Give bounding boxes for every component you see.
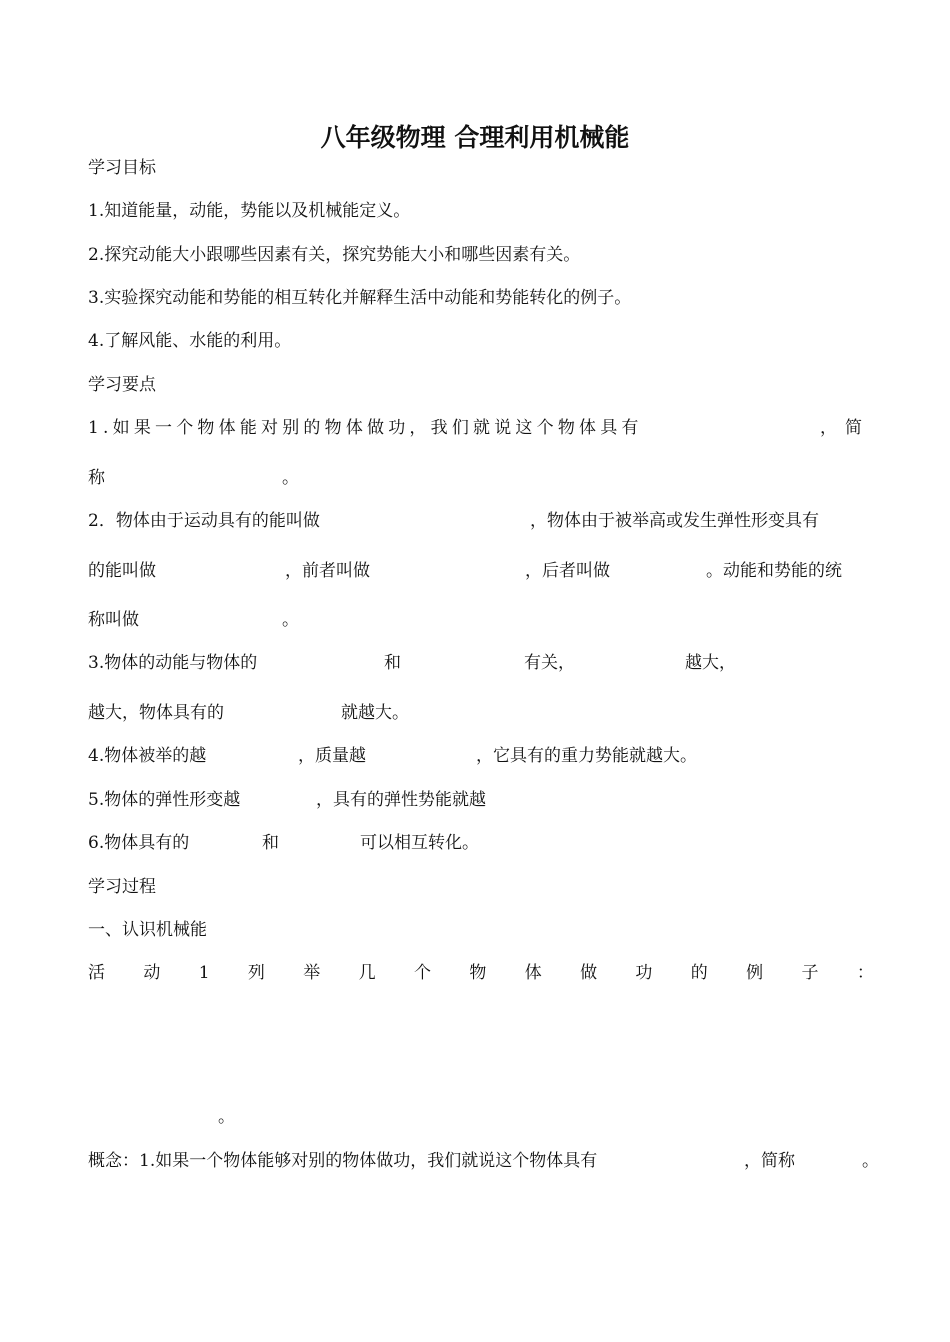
key-point-5-text: 5.物体的弹性形变越	[88, 790, 241, 810]
activity-char: 活	[88, 963, 105, 983]
key-point-1-end: 。	[282, 468, 299, 488]
key-point-1-tail: ，简	[820, 418, 870, 438]
key-point-6-text: 可以相互转化。	[360, 833, 479, 853]
key-point-3-text: 就越大。	[341, 703, 409, 723]
activity-char: ：	[856, 963, 874, 983]
concept-text: 概念：1.如果一个物体能够对别的物体做功，我们就说这个物体具有	[88, 1151, 598, 1171]
key-point-2-end: 。	[282, 610, 299, 630]
part1-heading: 一、认识机械能	[88, 920, 207, 940]
key-points-heading: 学习要点	[88, 375, 156, 395]
key-point-3-text: 有关，	[524, 653, 575, 673]
key-point-3-text: 越大，	[685, 653, 736, 673]
key-point-2-text: ，物体由于被举高或发生弹性形变具有	[530, 511, 819, 531]
activity-char: 功	[635, 963, 653, 983]
key-point-4-text: ，它具有的重力势能就越大。	[476, 746, 697, 766]
activity-char: 体	[524, 963, 542, 983]
key-point-5-text: ，具有的弹性势能就越	[316, 790, 486, 810]
key-point-2-text: 2．物体由于运动具有的能叫做	[88, 511, 320, 531]
activity-char: 动	[143, 963, 161, 983]
key-point-2-text: ，前者叫做	[285, 561, 370, 581]
objective-item: 3.实验探究动能和势能的相互转化并解释生活中动能和势能转化的例子。	[88, 288, 632, 308]
activity-char: 举	[303, 963, 321, 983]
objectives-heading: 学习目标	[88, 158, 156, 178]
key-point-6-text: 和	[262, 833, 279, 853]
objective-item: 2.探究动能大小跟哪些因素有关，探究势能大小和哪些因素有关。	[88, 245, 581, 265]
key-point-4-text: 4.物体被举的越	[88, 746, 207, 766]
key-point-4-text: ，质量越	[298, 746, 366, 766]
concept-text: ，简称	[744, 1151, 795, 1171]
activity-char: 的	[690, 963, 708, 983]
key-point-3-text: 3.物体的动能与物体的	[88, 653, 258, 673]
activity-char: 例	[746, 963, 764, 983]
activity-char: 1	[198, 963, 210, 983]
process-heading: 学习过程	[88, 877, 156, 897]
objective-item: 4.了解风能、水能的利用。	[88, 331, 292, 351]
activity-1-line	[88, 962, 874, 984]
activity-1-end: 。	[218, 1107, 235, 1127]
activity-char: 物	[469, 963, 487, 983]
activity-char: 几	[358, 963, 376, 983]
activity-char: 个	[413, 963, 431, 983]
objective-item: 1.知道能量，动能，势能以及机械能定义。	[88, 201, 411, 221]
key-point-2-text: 。动能和势能的统	[706, 561, 842, 581]
key-point-3-text: 和	[384, 653, 401, 673]
key-point-6-text: 6.物体具有的	[88, 833, 190, 853]
key-point-2-text: ，后者叫做	[525, 561, 610, 581]
activity-char: 列	[247, 963, 265, 983]
key-point-2-text: 的能叫做	[88, 561, 156, 581]
activity-char: 做	[580, 963, 598, 983]
key-point-3-text: 越大，物体具有的	[88, 703, 224, 723]
activity-char: 子	[801, 963, 819, 983]
key-point-1-continued: 称	[88, 468, 105, 488]
key-point-2-text: 称叫做	[88, 610, 139, 630]
key-point-1-text: 1.如果一个物体能对别的物体做功，我们就说这个物体具有	[88, 418, 643, 438]
page-title: 八年级物理 合理利用机械能	[320, 123, 630, 152]
concept-end: 。	[862, 1151, 879, 1171]
